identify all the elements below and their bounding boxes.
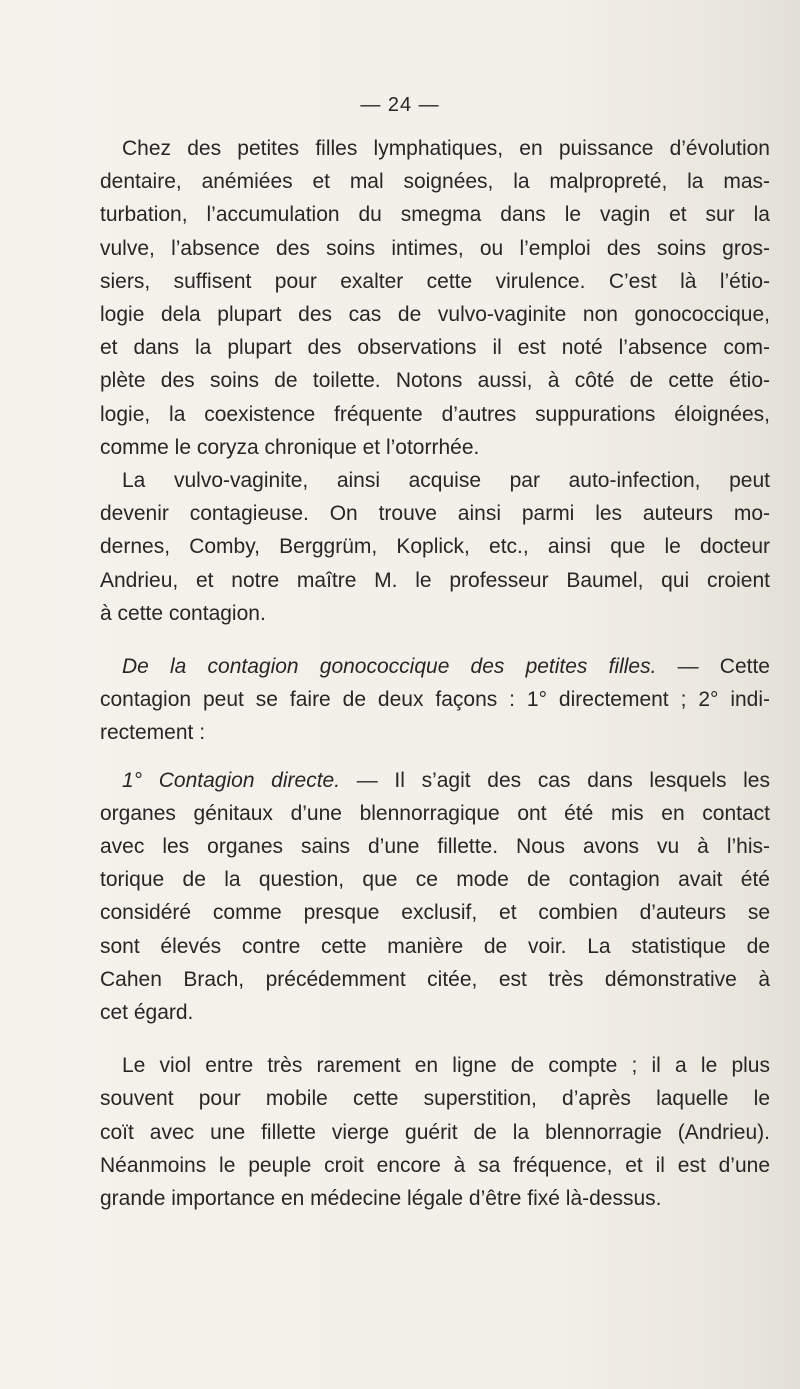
text-line: grande importance en médecine légale d’être fixé là-dessus. xyxy=(100,1187,662,1211)
text-line: avec les organes sains d’une fillette. Nous avons vu à l’his- xyxy=(100,835,770,859)
text-line: dernes, Comby, Berggrüm, Koplick, etc., ainsi que le docteur xyxy=(100,535,770,559)
heading-continuation: — Il s’agit des cas dans lesquels les xyxy=(340,768,770,792)
text-line: torique de la question, que ce mode de contagion avait été xyxy=(100,868,770,892)
text-line: souvent pour mobile cette superstition, d’après laquelle le xyxy=(100,1087,770,1111)
text-line: sont élevés contre cette manière de voir. La statistique de xyxy=(100,934,770,958)
text-line: organes génitaux d’une blennorragique ont été mis en contact xyxy=(100,801,770,825)
text-line: Le viol entre très rarement en ligne de compte ; il a le plus xyxy=(122,1054,770,1078)
text-line: siers, suffisent pour exalter cette virulence. C’est là l’étio- xyxy=(100,269,770,293)
paragraph-2 xyxy=(100,464,770,630)
text-line xyxy=(100,764,770,797)
text-line: et dans la plupart des observations il est noté l’absence com- xyxy=(100,336,770,360)
paragraph-spacer xyxy=(100,750,770,764)
text-line: rectement : xyxy=(100,721,206,745)
text-line: Chez des petites filles lymphatiques, en puissance d’évolution xyxy=(122,137,770,160)
paragraph-spacer xyxy=(100,1029,770,1049)
text-line: La vulvo-vaginite, ainsi acquise par auto-infection, peut xyxy=(122,469,770,493)
text-line: logie, la coexistence fréquente d’autres suppurations éloignées, xyxy=(100,402,770,426)
paragraph-3 xyxy=(100,650,770,750)
paragraph-5 xyxy=(100,1049,770,1215)
text-line: Cahen Brach, précédemment citée, est très démonstrative à xyxy=(100,967,770,991)
paragraph-4 xyxy=(100,764,770,1030)
subsection-heading: 1° Contagion directe. xyxy=(122,768,341,792)
text-line: vulve, l’absence des soins intimes, ou l’emploi des soins gros- xyxy=(100,236,770,260)
text-line: considéré comme presque exclusif, et combien d’auteurs se xyxy=(100,901,770,925)
text-line: Néanmoins le peuple croit encore à sa fréquence, et il est d’une xyxy=(100,1153,770,1177)
text-line xyxy=(100,650,770,683)
heading-continuation: — Cette xyxy=(656,655,770,679)
text-line: Andrieu, et notre maître M. le professeur Baumel, qui croient xyxy=(100,568,770,592)
text-line: contagion peut se faire de deux façons : 1° directement ; 2° indi- xyxy=(100,688,770,712)
text-line: comme le coryza chronique et l’otorrhée. xyxy=(100,435,480,459)
text-line: turbation, l’accumulation du smegma dans le vagin et sur la xyxy=(100,203,770,227)
body-text xyxy=(100,132,770,1215)
text-line: plète des soins de toilette. Notons aussi, à côté de cette étio- xyxy=(100,369,770,393)
text-line: devenir contagieuse. On trouve ainsi parmi les auteurs mo- xyxy=(100,502,770,526)
paragraph-1 xyxy=(100,132,770,464)
text-line: à cette contagion. xyxy=(100,601,266,625)
text-line: cet égard. xyxy=(100,1001,194,1025)
text-line: dentaire, anémiées et mal soignées, la malpropreté, la mas- xyxy=(100,170,770,194)
text-line: coït avec une fillette vierge guérit de la blennorragie (Andrieu). xyxy=(100,1120,770,1144)
page-number: — 24 — xyxy=(360,94,440,116)
text-line: logie dela plupart des cas de vulvo-vaginite non gonococcique, xyxy=(100,303,770,327)
paragraph-spacer xyxy=(100,630,770,650)
section-heading: De la contagion gonococcique des petites filles. xyxy=(122,655,657,679)
